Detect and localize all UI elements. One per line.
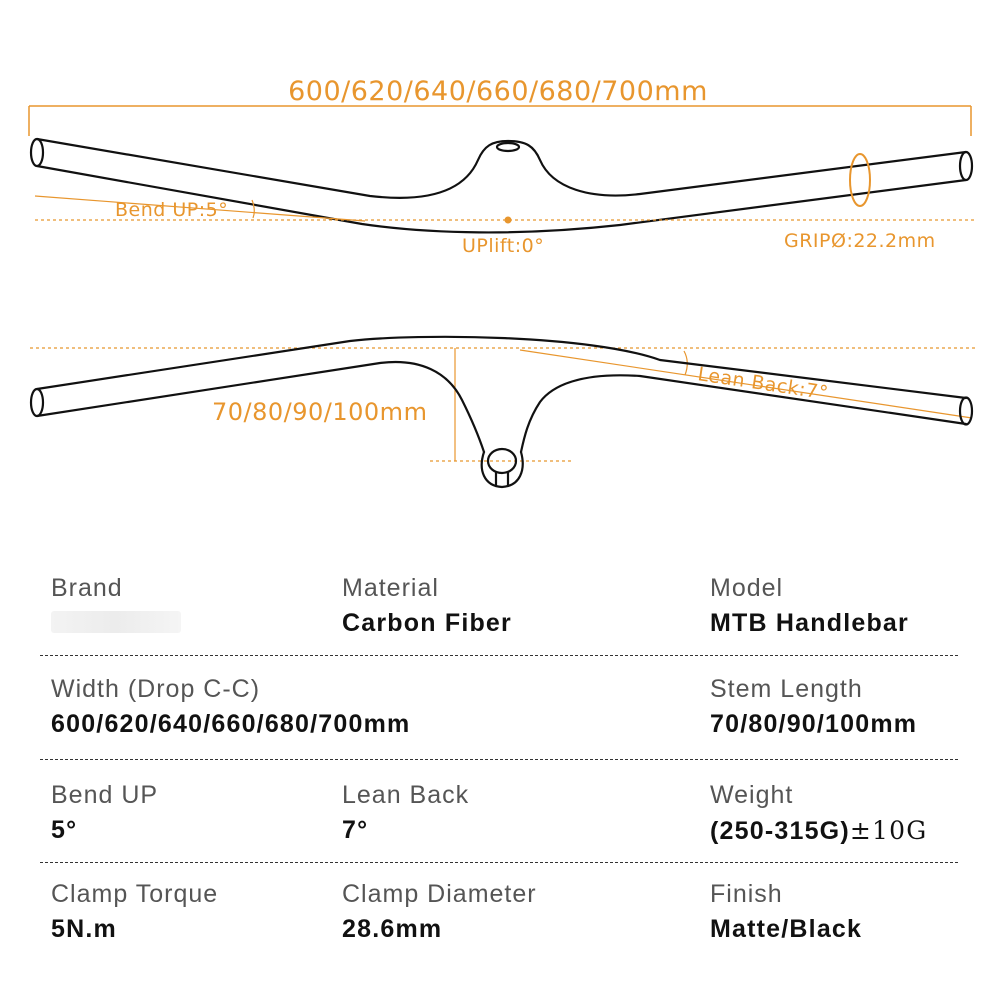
- brand-value-blurred: [51, 611, 181, 633]
- finish-label: Finish: [710, 880, 783, 908]
- row-divider: [40, 862, 958, 863]
- weight-value-wrap: [710, 816, 927, 846]
- grip-diameter-ring: [850, 154, 870, 206]
- bend-up-label: Bend UP:5°: [115, 199, 229, 221]
- spec-brand: [51, 574, 181, 638]
- stem-length-value: 70/80/90/100mm: [710, 710, 918, 738]
- model-label: Model: [710, 574, 784, 602]
- width-range-label: 600/620/640/660/680/700mm: [288, 76, 708, 107]
- grip-diameter-label: GRIPØ:22.2mm: [784, 230, 936, 252]
- spec-bend-up: [51, 781, 158, 845]
- clamp-diameter-value: 28.6mm: [342, 915, 443, 943]
- material-label: Material: [342, 574, 439, 602]
- model-value: MTB Handlebar: [710, 609, 909, 637]
- stem-range-label: 70/80/90/100mm: [212, 398, 428, 426]
- finish-value: Matte/Black: [710, 915, 863, 943]
- spec-weight: [710, 781, 927, 846]
- spec-material: [342, 574, 512, 638]
- handlebar-side-outline: [31, 337, 972, 487]
- uplift-label: UPlift:0°: [462, 235, 545, 257]
- bend-up-spec-label: Bend UP: [51, 781, 159, 809]
- uplift-center-dot: [505, 217, 512, 224]
- spec-model: [710, 574, 909, 638]
- lean-back-label: Lean Back:7°: [696, 363, 830, 405]
- row-divider: [40, 759, 958, 760]
- width-label: Width (Drop C-C): [51, 675, 261, 703]
- weight-label: Weight: [710, 781, 794, 809]
- weight-value: (250-315G): [710, 817, 850, 845]
- bend-up-value: 5°: [51, 816, 78, 844]
- clamp-torque-label: Clamp Torque: [51, 880, 219, 908]
- spec-width: [51, 675, 410, 739]
- spec-stem-length: [710, 675, 917, 739]
- side-view: [30, 337, 975, 487]
- material-value: Carbon Fiber: [342, 609, 512, 637]
- top-view: [29, 76, 975, 257]
- lean-back-value: 7°: [342, 816, 369, 844]
- row-divider: [40, 655, 958, 656]
- spec-lean-back: [342, 781, 469, 845]
- spec-clamp-torque: [51, 880, 218, 944]
- clamp-diameter-label: Clamp Diameter: [342, 880, 537, 908]
- stem-length-label: Stem Length: [710, 675, 863, 703]
- spec-clamp-diameter: [342, 880, 537, 944]
- brand-label: Brand: [51, 574, 123, 602]
- width-value: 600/620/640/660/680/700mm: [51, 710, 411, 738]
- lean-back-spec-label: Lean Back: [342, 781, 470, 809]
- weight-tolerance: ±10G: [849, 816, 928, 845]
- spec-finish: [710, 880, 862, 944]
- clamp-torque-value: 5N.m: [51, 915, 117, 943]
